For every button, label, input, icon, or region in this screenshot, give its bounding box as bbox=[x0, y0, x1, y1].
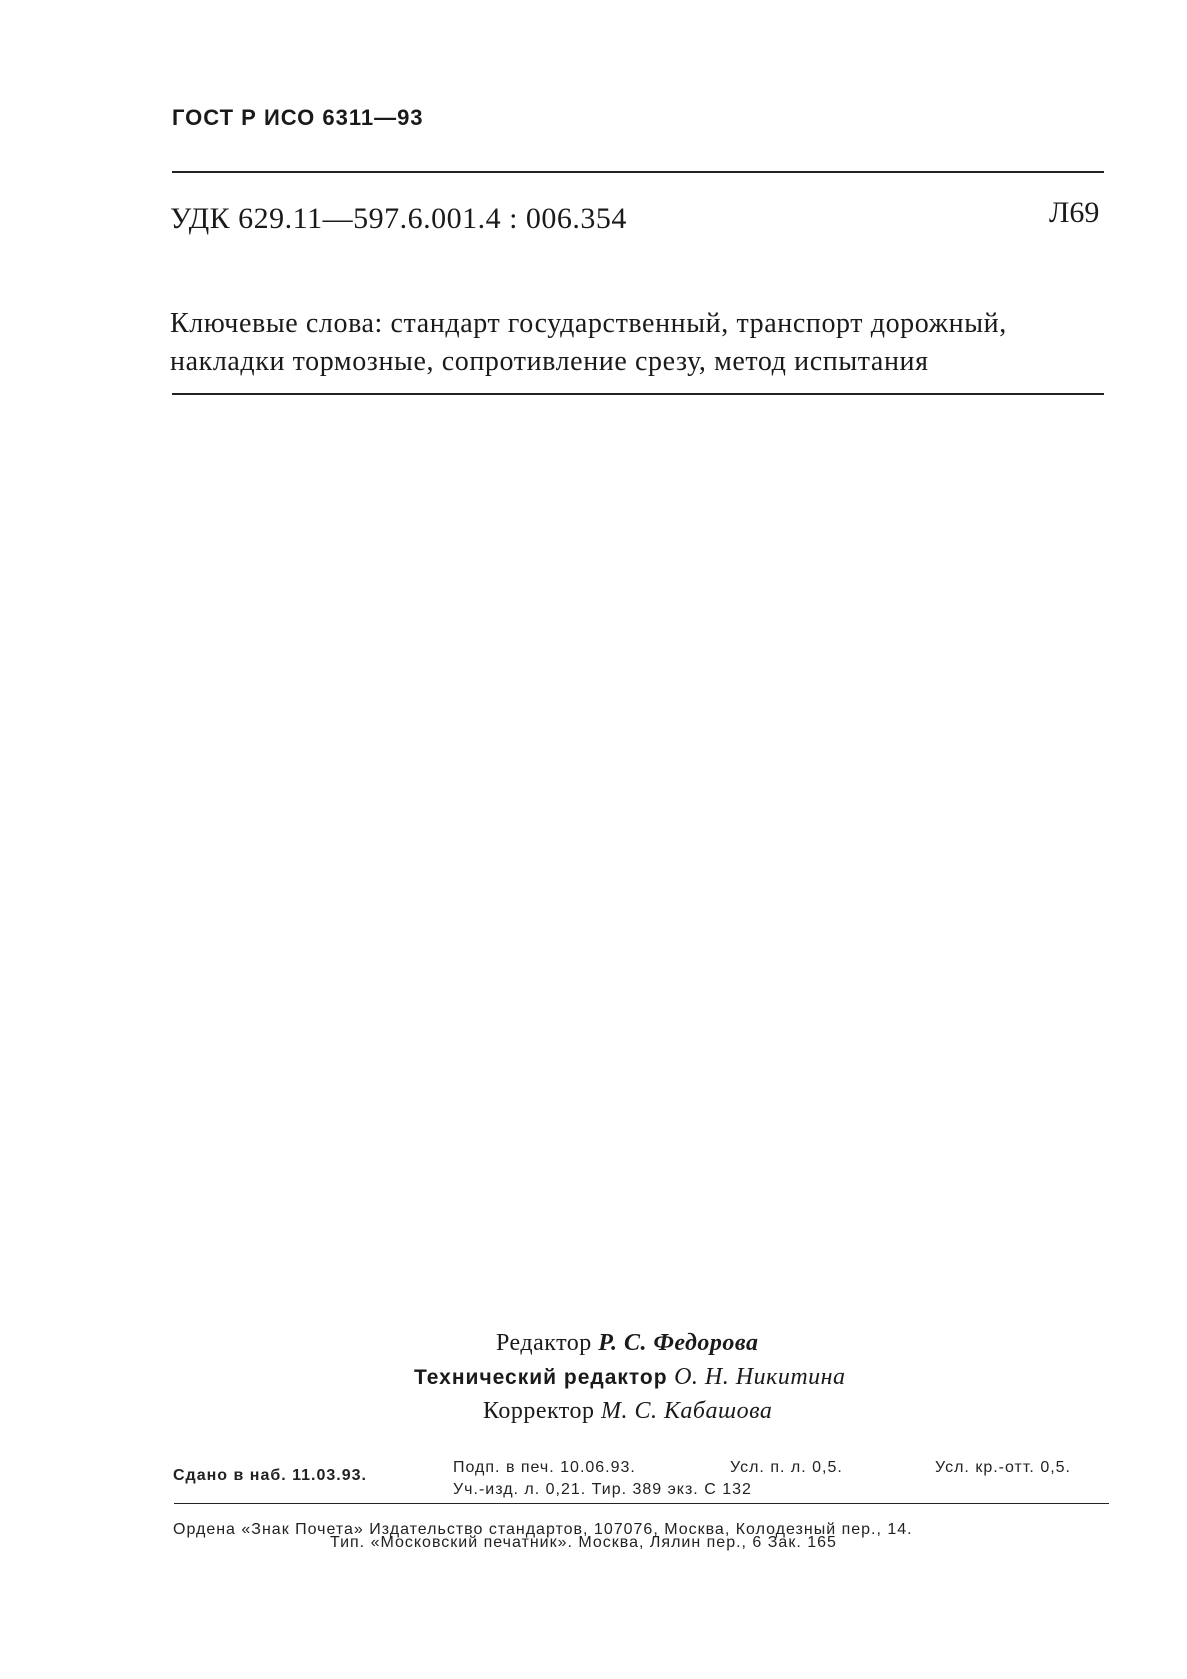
tech-editor-name: О. Н. Никитина bbox=[674, 1364, 846, 1390]
imprint-signed: Подп. в печ. 10.06.93. bbox=[453, 1459, 636, 1476]
classification-code: Л69 bbox=[1049, 196, 1100, 229]
imprint-printer: Тип. «Московский печатник». Москва, Лялин пер., 6 Зак. 165 bbox=[330, 1534, 837, 1551]
keywords-line-1: Ключевые слова: стандарт государственный, транспорт дорожный, bbox=[170, 308, 1007, 339]
keywords-line-2: накладки тормозные, сопротивление срезу, метод испытания bbox=[170, 346, 929, 377]
imprint-edition: Уч.-изд. л. 0,21. Тир. 389 экз. С 132 bbox=[453, 1481, 752, 1498]
editor-name: Р. С. Федорова bbox=[598, 1330, 759, 1356]
document-id: ГОСТ Р ИСО 6311—93 bbox=[172, 105, 424, 130]
corrector-name: М. С. Кабашова bbox=[600, 1398, 773, 1424]
imprint-submitted: Сдано в наб. 11.03.93. bbox=[173, 1467, 367, 1484]
imprint-print-sheets: Усл. п. л. 0,5. bbox=[730, 1459, 843, 1476]
keywords-divider bbox=[172, 393, 1104, 395]
editor-role: Редактор bbox=[496, 1330, 592, 1356]
imprint-publisher: Ордена «Знак Почета» Издательство стандартов, 107076, Москва, Колодезный пер., 14. bbox=[173, 1521, 913, 1538]
corrector-role: Корректор bbox=[483, 1398, 595, 1424]
keywords-block bbox=[170, 305, 1110, 381]
editor-credit bbox=[496, 1330, 758, 1357]
imprint-color-prints: Усл. кр.-отт. 0,5. bbox=[935, 1459, 1071, 1476]
udk-code: УДК 629.11—597.6.001.4 : 006.354 bbox=[170, 202, 627, 235]
corrector-credit bbox=[483, 1398, 772, 1425]
imprint-divider bbox=[174, 1503, 1109, 1504]
tech-editor-role: Технический редактор bbox=[414, 1366, 668, 1389]
top-divider bbox=[172, 171, 1104, 173]
tech-editor-credit bbox=[414, 1364, 846, 1391]
